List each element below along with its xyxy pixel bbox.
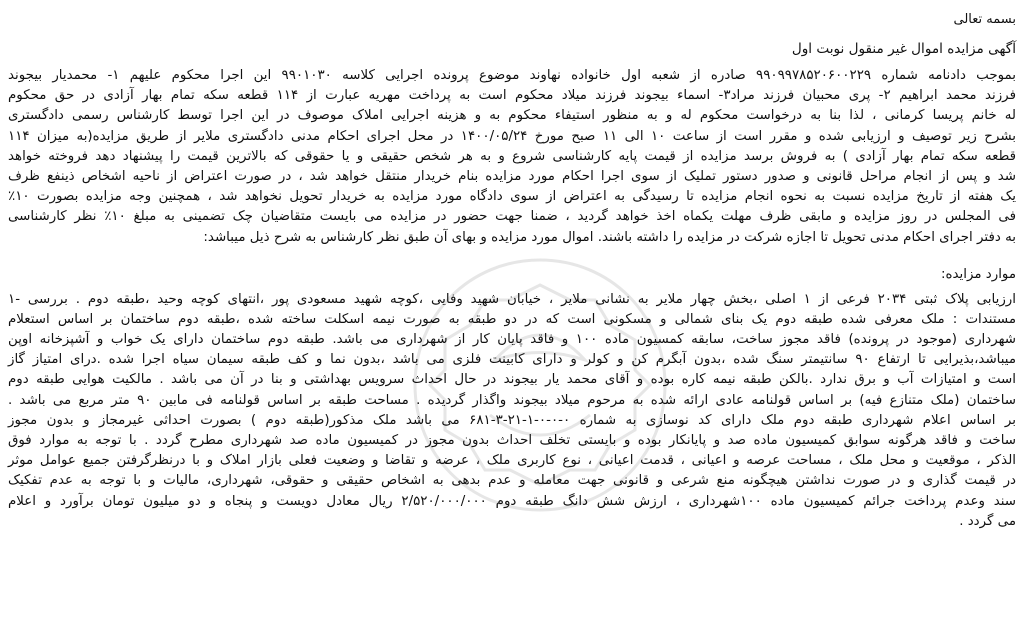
body-line: بموجب دادنامه شماره ۹۹۰۹۹۷۸۵۲۰۶۰۰۲۲۹ صادره از شعبه اول خانواده نهاوند موضوع پرونده اجرایی کلاسه ۹۹۰۱۰۳۰ این اجرا محکوم علیهم ۱- محمدیار بیجوند xyxy=(8,68,1016,83)
item-line: بر اساس اعلام شهرداری طبقه دوم ملک دارای کد نوسازی به شماره ۰-۰-۰-۱-۲۱-۳-۶۸۱ می باشد ملک مذکور(طبقه دوم ) بصورت احداثی غیرمجاز و بدون مجوز xyxy=(8,412,1016,428)
item-line: می گردد . xyxy=(959,513,1016,529)
body-line: له خانم پریسا کرمانی ، لذا بنا به درخواست محکوم له و به منظور استیفاء محکوم به و هزینه اجرایی املاک موصوف در این اجرا توسط کارشناس رسمی دادگستری xyxy=(8,108,1016,124)
body-line: به دفتر اجرای احکام مدنی تحویل تا اجازه شرکت در مزایده را داشته باشند. اموال مورد مزایده و بهای آن طبق نظر کارشناس به شرح ذیل میباشد: xyxy=(203,229,1016,245)
item-line: میباشد،بذیرایی تا ارتفاع ۹۰ سانتیمتر سنگ شده ،بدون آبگرم کن و کولر و دارای کابینت فلزی می باشد ،بدون نما و کف طبقه سیمان سیاه اجرا شده .درای امتیاز گاز xyxy=(8,352,1017,368)
body-line: شد و پس از انجام مراحل قانونی و صدور دستور تملیک از سوی اجرا احکام مورد مزایده بنام خریدار منتقل خواهد شد ، در صورت اعتراض از ناحیه اشخاص ذینفع ظرف xyxy=(8,168,1016,184)
item-line: سند وعدم پرداخت جرائم کمیسیون ماده ۱۰۰شهرداری ، ارزش شش دانگ طبقه دوم ۲/۵۲۰/۰۰۰/۰۰۰ ریال معادل دویست و پنجاه و دو میلیون تومان برآورد و اعلام xyxy=(8,493,1016,509)
item-line: الذکر ، موقعیت و محل ملک ، مساحت عرصه و اعیانی ، قدمت اعیانی ، نوع کاربری ملک ، عرضه و تقاضا و وضعیت فعلی بازار املاک و با درنظرگرفتن جمیع عوامل موثر xyxy=(8,453,1016,469)
item-line: شهرداری (موجود در پرونده) فاقد مجوز ساخت، سابقه کمسیون ماده ۱۰۰ و فاقد پایان کار از شهرداری می باشد. طبقه دوم ساختمان دارای یک خواب و آشپزخانه اوپن xyxy=(8,332,1016,348)
item-line: در قیمت گذاری و در صورت نداشتن هیچگونه منع شرعی و قانونی جهت معامله و عدم بدهی به اشخاص حقیقی و حقوقی، شهرداری، مالیات و با توجه به عدم تفکیک xyxy=(8,473,1016,489)
item-line: ساخت و فاقد هرگونه سوابق کمیسیون ماده صد و پایانکار بوده و بایستی تخلف احداث بدون مجوز در کمیسیون ماده صد شهرداری مطرح گردد . با توجه به موارد فوق xyxy=(8,433,1016,448)
item-line: مستندات : ملک معرفی شده طبقه دوم یک بنای شمالی و مسکونی است که در دو طبقه به صورت نیمه اسکلت ساخته شده ،طبقه دوم ساختمان بر اساس استعلام xyxy=(8,311,1016,327)
body-line: فی المجلس در روز مزایده و مابقی ظرف مهلت یکماه اخذ خواهد گردید ، ضمنا جهت حضور در مزایده می بایست متقاضیان چک تضمینی به مبلغ ۱۰٪ نظر کارشناسی xyxy=(8,209,1016,225)
auction-items xyxy=(8,290,1016,532)
notice-body xyxy=(8,66,1016,248)
section-title: موارد مزایده: xyxy=(940,266,1016,282)
item-line: است و امتیازات آب و برق ندارد .بالکن طبقه نیمه کاره بوده و آقای محمد یار بیجوند در حال احداث سرویس بهداشتی و بنا در آن می باشد . مالکیت هوایی طبقه دوم xyxy=(8,372,1016,388)
item-line: ساختمان (ملک متنازع فیه) بر اساس قولنامه عادی ارائه شده به مرحوم میلاد بیجوند واگذار گردیده . مساحت طبقه بر اساس قولنامه فی مابین ۹۰ متر مربع می باشد . xyxy=(8,392,1017,408)
item-line: ارزیابی پلاک ثبتی ۲۰۳۴ فرعی از ۱ اصلی ،بخش چهار ملایر به نشانی ملایر ، خیابان شهید وفایی ،کوچه شهید مسعودی پور ،انتهای کوچه وحید ،طبقه دوم . بررسی -۱ xyxy=(8,291,1016,307)
body-line: فرزند محمد ابراهیم ۲- پری محبیان فرزند مراد۳- اسماء بیجوند فرزند میلاد محکوم است به پرداخت مهریه عبارت از ۱۱۴ قطعه سکه تمام بهار آزادی در حق محکوم xyxy=(8,88,1016,104)
notice-title: آگهی مزایده اموال غیر منقول نوبت اول xyxy=(791,41,1016,57)
body-line: یک هفته از تاریخ مزایده نسبت به نحوه انجام مزایده تا رسیدگی به اعتراض از سوی دادگاه مورد مزایده به خریدار تحویل نخواهد شد ، همچنین وجه مزایده بصورت ۱۰٪ xyxy=(8,189,1016,205)
body-line: قطعه سکه تمام بهار آزادی ) به فروش برسد مزایده از قیمت پایه کارشناسی شروع و به هر شخص حقیقی و یا حقوقی که بالاترین قیمت را پیشنهاد دهد فروخته خواهد xyxy=(8,148,1016,164)
body-line: بشرح زیر توصیف و ارزیابی شده و مقرر است از ساعت ۱۰ الی ۱۱ صبح مورخ ۱۴۰۰/۰۵/۲۴ در محل اجرای احکام مدنی دادگستری ملایر از طریق مزایده(به میزان ۱۱۴ xyxy=(8,128,1016,144)
basmala-heading: بسمه تعالی xyxy=(953,12,1016,27)
